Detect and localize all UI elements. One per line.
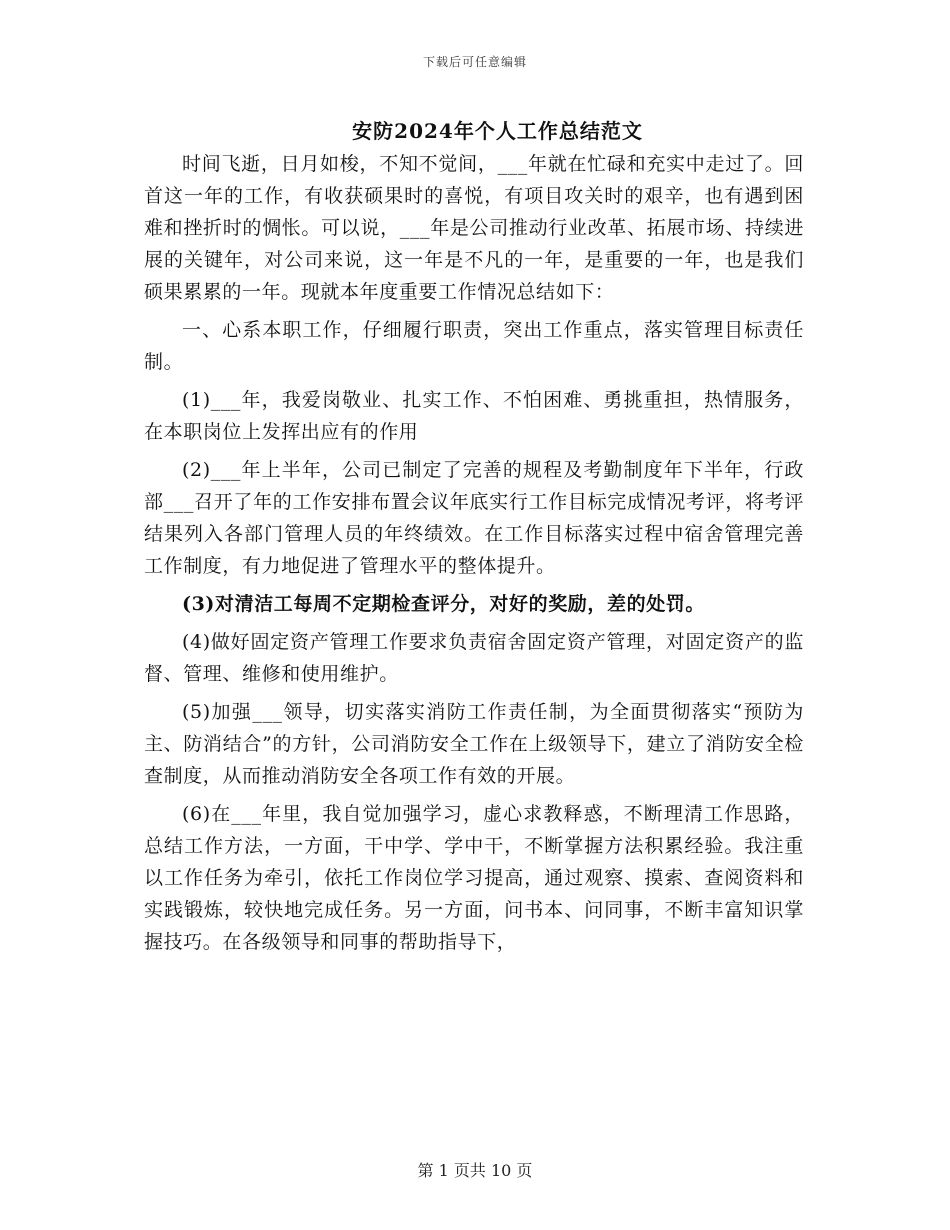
page-number: 第 1 页共 10 页: [417, 1161, 533, 1180]
document-title: 安防2024年个人工作总结范文: [352, 119, 643, 143]
paragraph-item-3: (3)对清洁工每周不定期检查评分，对好的奖励，差的处罚。: [182, 593, 706, 615]
paragraph-item-4: (4)做好固定资产管理工作要求负责宿舍固定资产管理，对固定资产的监督、管理、维修和使用维护。: [144, 631, 804, 685]
paragraph-item-6: (6)在___年里，我自觉加强学习，虚心求教释惑，不断理清工作思路，总结工作方法，一方面，干中学、学中干，不断掌握方法积累经验。我注重以工作任务为牵引，依托工作岗位学习提高，通过观察、摸索、查阅资料和实践锻炼，较快地完成任务。另一方面，问书本、问同事，不断丰富知识掌握技巧。在各级领导和同事的帮助指导下，: [144, 803, 804, 953]
paragraph-section-heading: 一、心系本职工作，仔细履行职责，突出工作重点，落实管理目标责任制。: [144, 319, 804, 373]
paragraph-intro: 时间飞逝，日月如梭，不知不觉间，___年就在忙碌和充实中走过了。回首这一年的工作，有收获硕果时的喜悦，有项目攻关时的艰辛，也有遇到困难和挫折时的惆怅。可以说，___年是公司推动行业改革、拓展市场、持续进展的关键年，对公司来说，这一年是不凡的一年，是重要的一年，也是我们硕果累累的一年。现就本年度重要工作情况总结如下：: [144, 153, 804, 303]
document-body: [144, 148, 804, 964]
paragraph-item-5: (5)加强___领导，切实落实消防工作责任制，为全面贯彻落实“预防为主、防消结合”的方针，公司消防安全工作在上级领导下，建立了消防安全检查制度，从而推动消防安全各项工作有效的开展。: [144, 701, 804, 787]
paragraph-item-2: (2)___年上半年，公司已制定了完善的规程及考勤制度年下半年，行政部___召开了年的工作安排布置会议年底实行工作目标完成情况考评，将考评结果列入各部门管理人员的年终绩效。在工作目标落实过程中宿舍管理完善工作制度，有力地促进了管理水平的整体提升。: [144, 459, 804, 577]
header-note: 下载后可任意编辑: [422, 55, 527, 69]
paragraph-item-1: (1)___年，我爱岗敬业、扎实工作、不怕困难、勇挑重担，热情服务，在本职岗位上发挥出应有的作用: [144, 389, 804, 443]
